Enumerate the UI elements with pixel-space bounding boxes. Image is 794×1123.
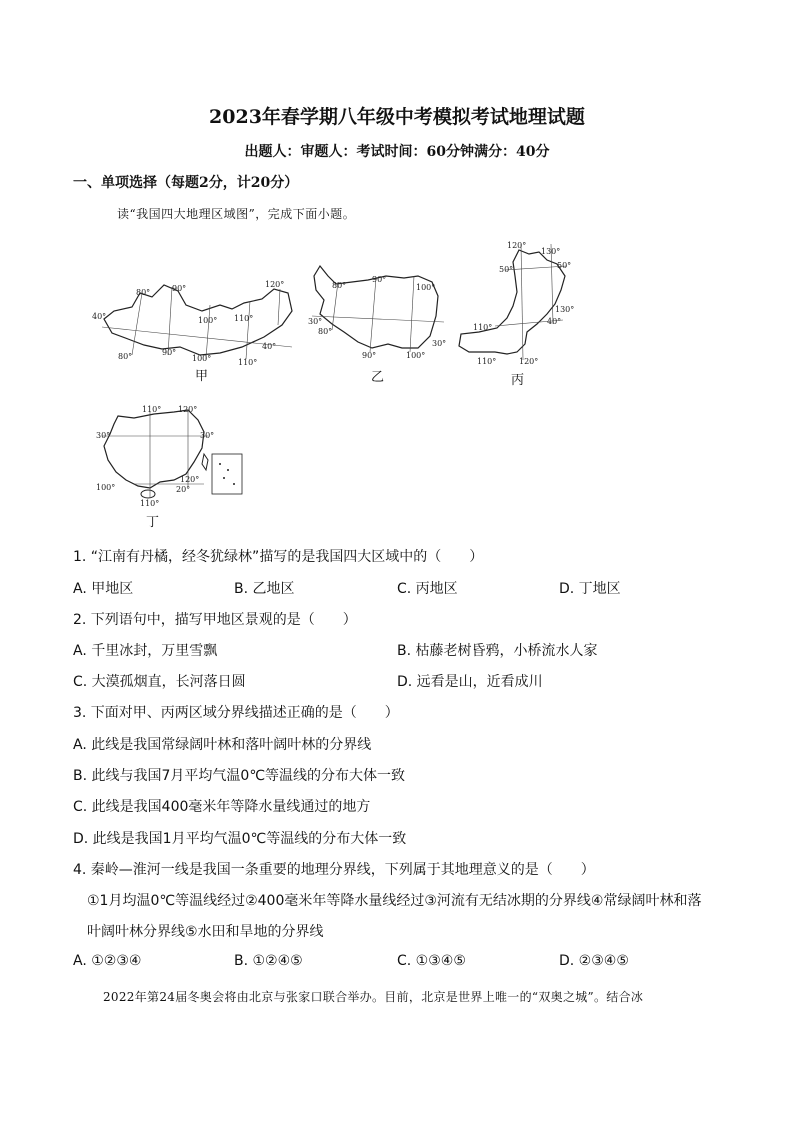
question-1-option-c[interactable]: C. 丙地区 [397, 581, 458, 597]
question-4-statements-line1: ①1月均温0℃等温线经过②400毫米年等降水量线经过③河流有无结冰期的分界线④常绿阔叶林和落 [87, 893, 702, 909]
question-1-stem: 1. “江南有丹橘，经冬犹绿林”描写的是我国四大区域中的（ ） [73, 549, 484, 565]
tick-label: 100° [96, 483, 116, 492]
map-label-jia: 甲 [195, 369, 209, 384]
tick-label: 120° [507, 241, 527, 250]
tick-label: 110° [140, 499, 160, 508]
tick-label: 120° [180, 475, 200, 484]
question-4-option-b[interactable]: B. ①②④⑤ [234, 953, 303, 969]
question-1-option-a[interactable]: A. 甲地区 [73, 581, 134, 597]
question-3-option-a[interactable]: A. 此线是我国常绿阔叶林和落叶阔叶林的分界线 [73, 737, 372, 753]
exam-info: 出题人：审题人：考试时间：60分钟满分：40分 [244, 144, 550, 160]
tick-label: 20° [176, 485, 191, 494]
tick-label: 120° [178, 405, 198, 414]
tick-label: 30° [308, 317, 323, 326]
tick-label: 110° [238, 358, 258, 365]
question-4-statements-line2: 叶阔叶林分界线⑤水田和旱地的分界线 [87, 924, 324, 940]
question-3-option-d[interactable]: D. 此线是我国1月平均气温0℃等温线的分布大体一致 [73, 831, 407, 847]
tick-label: 80° [136, 288, 151, 297]
question-4-option-c[interactable]: C. ①③④⑤ [397, 953, 466, 969]
question-3-stem: 3. 下面对甲、丙两区域分界线描述正确的是（ ） [73, 705, 399, 721]
question-2-option-b[interactable]: B. 枯藤老树昏鸦，小桥流水人家 [397, 643, 598, 659]
tick-label: 130° [541, 247, 561, 256]
question-3-option-c[interactable]: C. 此线是我国400毫米年等降水量线通过的地方 [73, 799, 371, 815]
tick-label: 80° [118, 352, 133, 361]
map-bing [455, 240, 585, 368]
intro-text: 读“我国四大地理区域图”，完成下面小题。 [117, 207, 356, 221]
tick-label: 50° [557, 261, 572, 270]
map-label-yi: 乙 [371, 370, 385, 385]
tick-label: 100° [406, 351, 426, 360]
tick-label: 90° [372, 275, 387, 284]
tick-label: 40° [547, 317, 562, 326]
passage-text: 2022年第24届冬奥会将由北京与张家口联合举办。目前，北京是世界上唯一的“双奥之城”。结合冰 [103, 990, 644, 1004]
tick-label: 100° [192, 354, 212, 363]
question-4-option-a[interactable]: A. ①②③④ [73, 953, 142, 969]
tick-label: 90° [172, 284, 187, 293]
tick-label: 80° [318, 327, 333, 336]
map-yi [306, 260, 456, 360]
tick-label: 80° [332, 281, 347, 290]
question-1-option-b[interactable]: B. 乙地区 [234, 581, 295, 597]
map-ding [94, 402, 254, 512]
question-2-option-c[interactable]: C. 大漠孤烟直，长河落日圆 [73, 674, 246, 690]
map-label-bing: 丙 [511, 373, 525, 388]
tick-label: 110° [473, 323, 493, 332]
tick-label: 110° [477, 357, 497, 366]
tick-label: 30° [96, 431, 111, 440]
question-1-option-d[interactable]: D. 丁地区 [559, 581, 621, 597]
page-title: 2023年春学期八年级中考模拟考试地理试题 [209, 106, 585, 128]
question-2-option-d[interactable]: D. 远看是山，近看成川 [397, 674, 543, 690]
tick-label: 110° [142, 405, 162, 414]
map-label-ding: 丁 [146, 515, 160, 530]
tick-label: 90° [162, 348, 177, 357]
tick-label: 40° [92, 312, 107, 321]
question-3-option-b[interactable]: B. 此线与我国7月平均气温0℃等温线的分布大体一致 [73, 768, 406, 784]
tick-label: 130° [555, 305, 575, 314]
tick-label: 30° [200, 431, 215, 440]
map-jia [92, 275, 302, 365]
question-2-option-a[interactable]: A. 千里冰封，万里雪飘 [73, 643, 218, 659]
tick-label: 100° [416, 283, 436, 292]
tick-label: 30° [432, 339, 447, 348]
question-4-stem: 4. 秦岭—淮河一线是我国一条重要的地理分界线，下列属于其地理意义的是（ ） [73, 862, 595, 878]
tick-label: 120° [519, 357, 539, 366]
question-2-stem: 2. 下列语句中，描写甲地区景观的是（ ） [73, 612, 357, 628]
tick-label: 90° [362, 351, 377, 360]
tick-label: 50° [499, 265, 514, 274]
question-4-option-d[interactable]: D. ②③④⑤ [559, 953, 629, 969]
tick-label: 110° [234, 314, 254, 323]
tick-label: 40° [262, 342, 277, 351]
tick-label: 100° [198, 316, 218, 325]
tick-label: 120° [265, 280, 285, 289]
section-heading: 一、单项选择（每题2分，计20分） [73, 175, 299, 191]
